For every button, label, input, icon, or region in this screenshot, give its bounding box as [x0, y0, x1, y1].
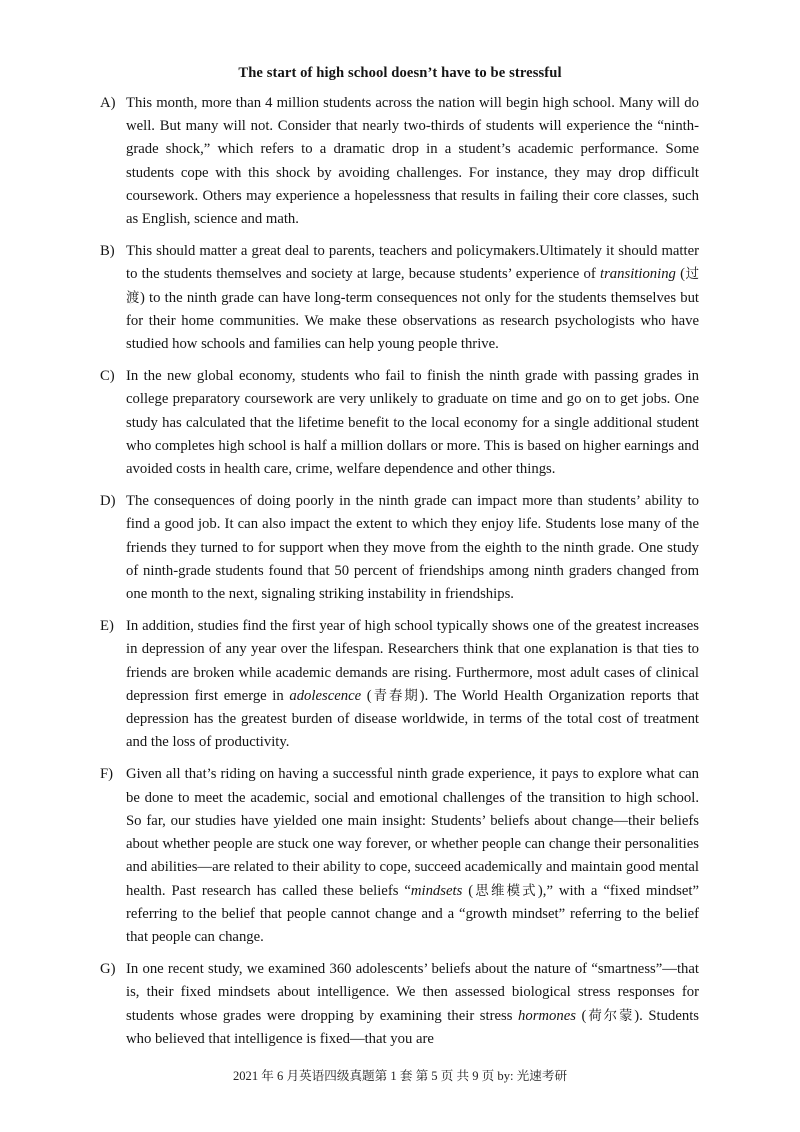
chinese-gloss: 青春期	[371, 688, 420, 704]
italic-term: hormones	[518, 1007, 576, 1024]
text-run: ),” with a “fixed mindset” referring to the belief that people cannot change and a “growth mindset” referring to the belief that people can change.	[126, 882, 699, 945]
paragraph-label: B)	[100, 243, 115, 260]
text-run: In addition, studies find the first year of high school typically shows one of the greatest increases in depression of any year over the lifespan. Researchers think that one explanation is that ties to friends are broken while academic demands are rising. Furthermore, most adult cases of clinical depression first emerge in	[126, 618, 699, 704]
paragraph-text	[126, 240, 699, 356]
chinese-gloss: 思维模式	[473, 883, 538, 899]
paragraph	[100, 615, 699, 754]
paragraph-text	[126, 365, 699, 481]
text-run: (	[575, 1007, 587, 1024]
text-run: In one recent study, we examined 360 adolescents’ beliefs about the nature of “smartness”—that is, their fixed mindsets about intelligence. We then assessed biological stress responses for students whose grades were dropping by examining their stress	[126, 961, 699, 1024]
paragraph-label: A)	[100, 95, 116, 111]
paragraph-label: G)	[100, 961, 116, 978]
page-footer: 2021 年 6 月英语四级真题第 1 套 第 5 页 共 9 页 by: 光速考研	[232, 1069, 568, 1083]
paragraph-text	[126, 958, 699, 1051]
paragraph-text	[126, 92, 699, 231]
text-run: In the new global economy, students who fail to finish the ninth grade with passing grades in college preparatory coursework are very unlikely to graduate on time and go on to get jobs. One study has calculated that the lifetime benefit to the local economy for a single additional student who completes high school is half a million dollars or more. This is based on higher earnings and avoided costs in health care, crime, welfare dependence and other things.	[126, 368, 699, 478]
text-run: ) to the ninth grade can have long-term consequences not only for the students themselves but for their home communities. We make these observations as research psychologists who have studied how schools and families can help young people thrive.	[126, 289, 700, 353]
paragraph	[100, 240, 699, 356]
paragraph-text	[126, 763, 699, 949]
italic-term: mindsets	[410, 882, 463, 899]
article-body	[100, 92, 699, 1051]
italic-term: adolescence	[289, 687, 362, 704]
italic-term: transitioning	[600, 266, 676, 283]
text-run: This month, more than 4 million students across the nation will begin high school. Many will do well. But many will not. Consider that nearly two-thirds of students will experience the “ninth-grade shock,” which refers to a dramatic drop in a student’s academic performance. Some students cope with this shock by avoiding challenges. For instance, they may drop difficult coursework. Others may experience a hopelessness that results in failing their core classes, such as English, science and math.	[126, 95, 699, 228]
paragraph-text	[126, 490, 699, 606]
paragraph	[100, 763, 699, 949]
page-title: The start of high school doesn’t have to be stressful	[238, 65, 562, 81]
paragraph	[100, 490, 699, 606]
text-run: Given all that’s riding on having a successful ninth grade experience, it pays to explore what can be done to meet the academic, social and emotional challenges of the transition to high school. So far, our studies have yielded one main insight: Students’ beliefs about change—their beliefs about whether people are stuck one way forever, or whether people can change their personalities and abilities—are related to their ability to cope, succeed academically and maintain good mental health. Past research has called these beliefs “	[126, 766, 699, 899]
text-run: (	[361, 687, 372, 704]
text-run: This should matter a great deal to parents, teachers and policymakers.Ultimately it should matter to the students themselves and society at large, because students’ experience of	[126, 243, 699, 283]
text-run: ). The World Health Organization reports that depression has the greatest burden of disease worldwide, in terms of the total cost of treatment and the loss of productivity.	[126, 687, 700, 751]
paragraph-label: E)	[100, 618, 114, 635]
chinese-gloss: 过渡	[126, 267, 699, 306]
paragraph-text	[126, 615, 699, 754]
paragraph	[100, 92, 699, 231]
paragraph-label: D)	[100, 493, 116, 510]
chinese-gloss: 荷尔蒙	[586, 1008, 635, 1024]
text-run: The consequences of doing poorly in the ninth grade can impact more than students’ ability to find a good job. It can also impact the extent to which they enjoy life. Students lose many of the friends they turned to for support when they move from the eighth to the ninth grade. One study of ninth-grade students found that 50 percent of friendships among ninth graders changed from one month to the next, signaling striking instability in friendships.	[126, 493, 699, 603]
text-run: (	[462, 882, 474, 899]
text-run: (	[675, 266, 686, 283]
paragraph-label: C)	[100, 368, 115, 385]
paragraph	[100, 365, 699, 481]
text-run: ). Students who believed that intelligence is fixed—that you are	[126, 1007, 699, 1047]
paragraph	[100, 958, 699, 1051]
paragraph-label: F)	[100, 766, 114, 783]
